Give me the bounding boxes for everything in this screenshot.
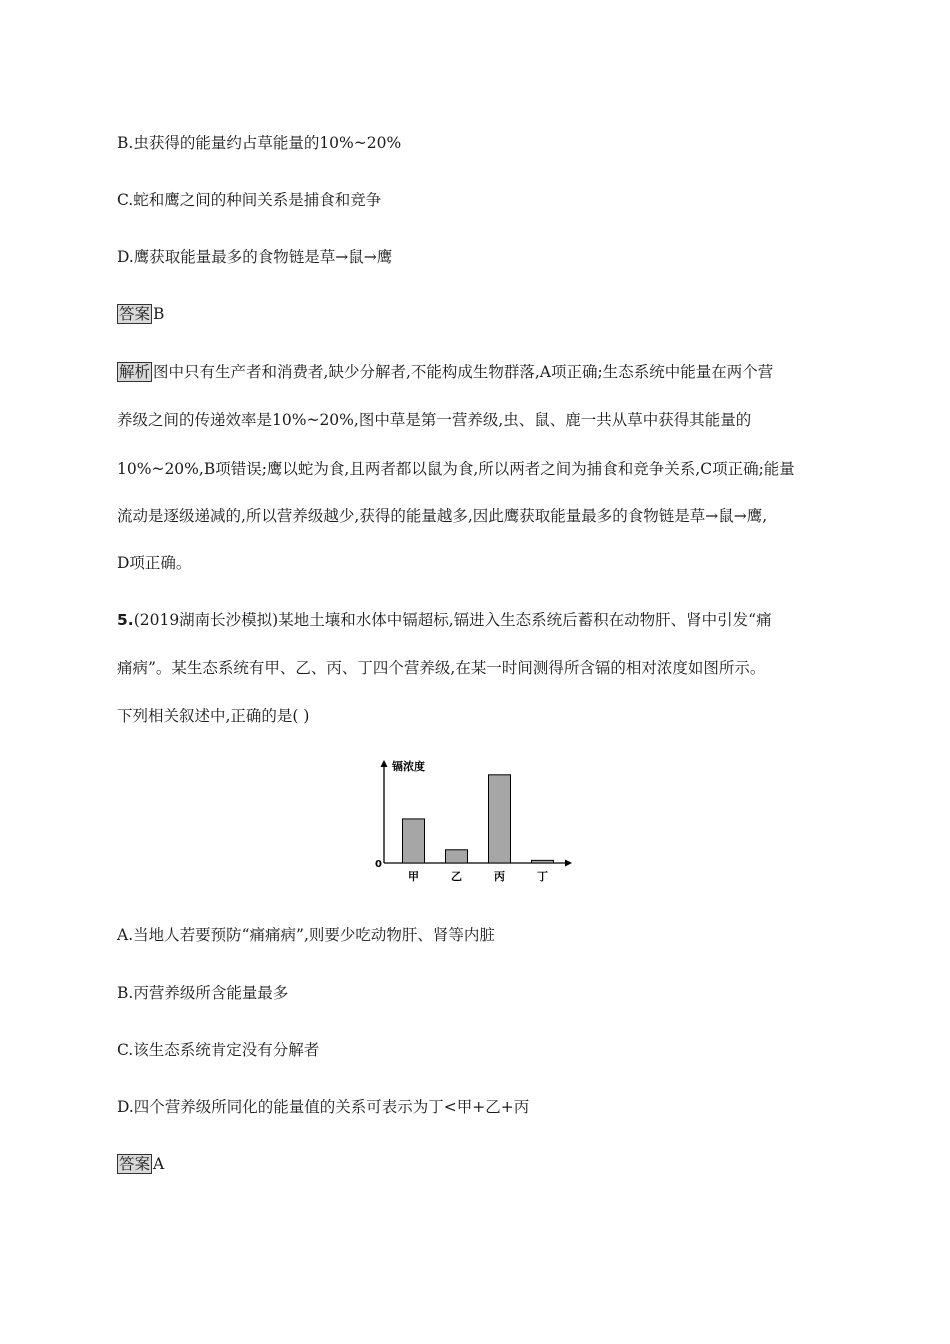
q5-option-d: D.四个营养级所同化的能量值的关系可表示为丁<甲+乙+丙: [117, 1098, 530, 1116]
analysis-text: 图中只有生产者和消费者,缺少分解者,不能构成生物群落,A项正确;生态系统中能量在两个营: [153, 363, 774, 381]
answer-value: B: [153, 305, 165, 323]
q4-analysis-line-5: D项正确。: [117, 554, 192, 572]
q4-analysis-line-3: 10%~20%,B项错误;鹰以蛇为食,且两者都以鼠为食,所以两者之间为捕食和竞争关系,C项正确;能量: [117, 460, 795, 478]
x-tick-label-4: 丁: [537, 870, 548, 883]
q4-option-d: D.鹰获取能量最多的食物链是草→鼠→鹰: [117, 248, 393, 266]
q4-option-c: C.蛇和鹰之间的种间关系是捕食和竞争: [117, 191, 382, 209]
analysis-tag: 解析: [119, 363, 151, 381]
bar-2: [446, 850, 468, 863]
q5-option-a: A.当地人若要预防“痛痛病”,则要少吃动物肝、肾等内脏: [117, 926, 495, 944]
q4-answer: [117, 304, 164, 324]
q4-option-b: B.虫获得的能量约占草能量的10%~20%: [117, 134, 402, 152]
question-number: 5.: [117, 611, 134, 629]
q5-stem-line-3: 下列相关叙述中,正确的是( ): [117, 707, 310, 725]
answer-tag: 答案: [119, 1155, 151, 1173]
q5-stem-text: (2019湖南长沙模拟)某地土壤和水体中镉超标,镉进入生态系统后蓄积在动物肝、肾中引发“痛: [133, 611, 772, 629]
y-axis-arrow: [381, 760, 388, 767]
q5-stem-line-2: 痛病”。某生态系统有甲、乙、丙、丁四个营养级,在某一时间测得所含镉的相对浓度如图所示。: [117, 659, 766, 677]
q5-option-c: C.该生态系统肯定没有分解者: [117, 1041, 320, 1059]
origin-label: 0: [375, 859, 382, 870]
y-axis-label: 镉浓度: [392, 760, 425, 773]
q4-analysis-line-1: [117, 362, 773, 382]
answer-value: A: [153, 1155, 165, 1173]
x-tick-label-1: 甲: [408, 870, 419, 883]
cadmium-bar-chart: [360, 752, 590, 892]
bar-4: [532, 860, 554, 863]
bar-1: [403, 819, 425, 863]
x-axis-arrow: [565, 860, 572, 867]
q4-analysis-line-2: 养级之间的传递效率是10%~20%,图中草是第一营养级,虫、鼠、鹿一共从草中获得其能量的: [117, 411, 752, 429]
q5-answer: [117, 1154, 164, 1174]
answer-tag: 答案: [119, 305, 151, 323]
bar-3: [489, 775, 511, 863]
x-tick-label-2: 乙: [451, 870, 462, 883]
q5-option-b: B.丙营养级所含能量最多: [117, 984, 289, 1002]
x-tick-label-3: 丙: [494, 870, 505, 883]
q5-stem-line-1: [117, 610, 772, 630]
q4-analysis-line-4: 流动是逐级递减的,所以营养级越少,获得的能量越多,因此鹰获取能量最多的食物链是草→鼠→鹰,: [117, 507, 768, 525]
